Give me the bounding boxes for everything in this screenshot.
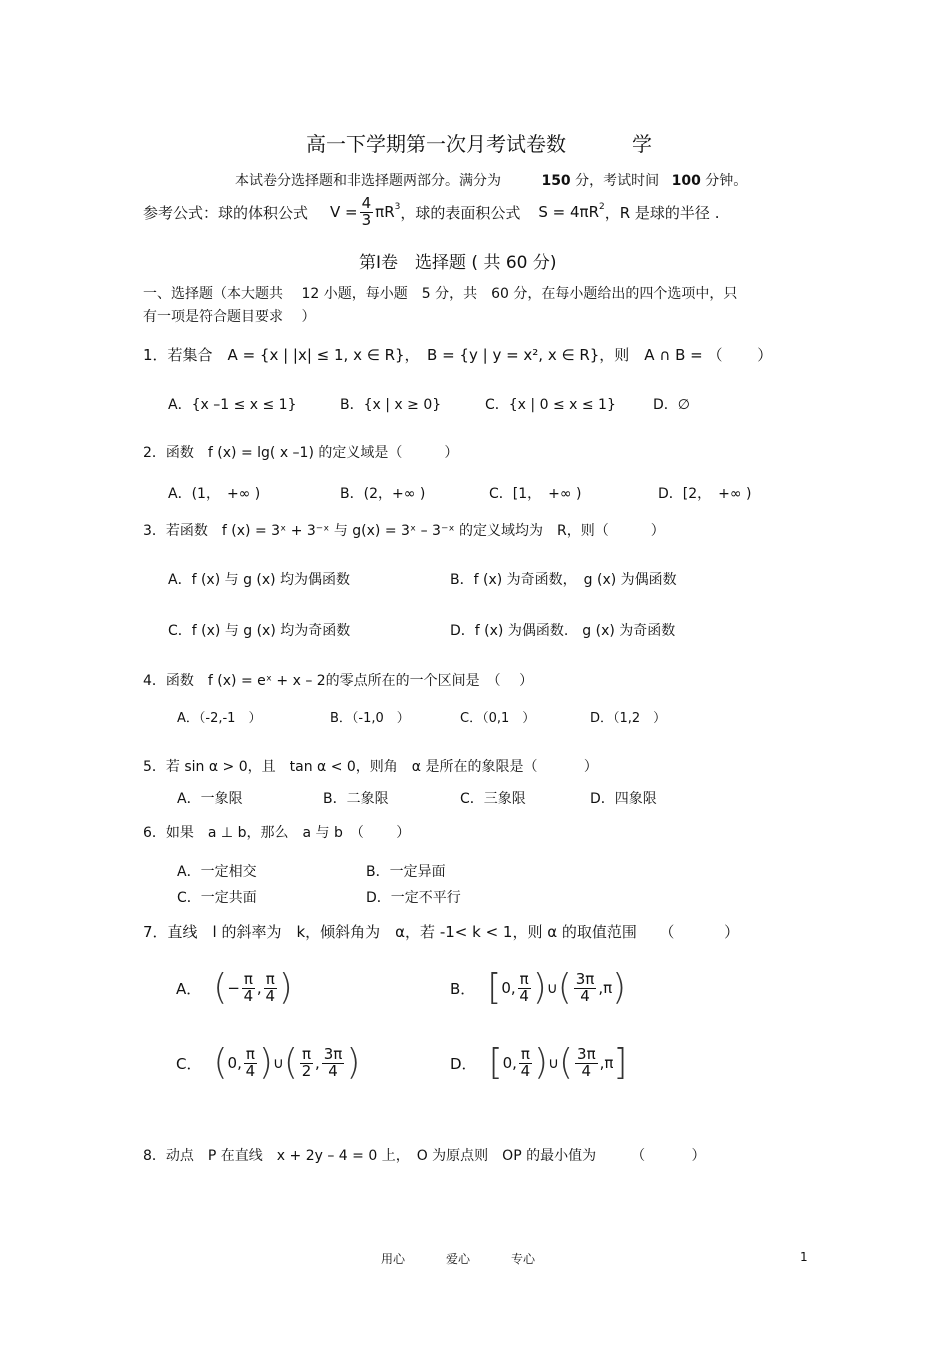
question-2-stem: 2．函数 f (x) = lg( x –1) 的定义域是（ ） bbox=[143, 445, 459, 461]
volume-fraction: $\frac{4}{3}$ bbox=[361, 194, 372, 229]
page-number: 1 bbox=[800, 1250, 808, 1264]
footer-slogan-1: 用心 bbox=[381, 1252, 406, 1266]
question-8-stem: 8．动点 P 在直线 x + 2y – 4 = 0 上， O 为原点则 OP 的最小值为 （ ） bbox=[143, 1148, 706, 1164]
question-1-option-b: B．{x | x ≥ 0} bbox=[340, 397, 442, 413]
section-title: 第Ⅰ卷 选择题 ( 共 60 分) bbox=[359, 253, 557, 273]
exam-title: 高一下学期第一次月考试卷数 bbox=[306, 132, 566, 156]
footer-slogan-2: 爱心 bbox=[446, 1252, 471, 1266]
question-1-option-d: D．∅ bbox=[653, 397, 690, 413]
question-6-option-c: C．一定共面 bbox=[177, 890, 257, 906]
question-5-option-a: A．一象限 bbox=[177, 791, 243, 807]
question-6-option-a: A．一定相交 bbox=[177, 864, 257, 880]
question-7-option-a: A． ( − $\frac{\pi}{4}$ , $\frac{\pi}{4}$ ) bbox=[176, 967, 293, 1008]
question-7-option-b: B． [ 0, $\frac{\pi}{4}$ ) ∪ ( $\frac{3\pi}{4}$ ,π ) bbox=[450, 967, 627, 1008]
question-4-option-c: C．（0,1 ） bbox=[460, 711, 536, 726]
question-1-stem: 1．若集合 A = {x | |x| ≤ 1, x ∈ R}， B = {y | y = x², x ∈ R}，则 A ∩ B = （ ） bbox=[143, 346, 773, 364]
question-2-option-a: A．(1， +∞ ) bbox=[168, 486, 261, 502]
question-2-option-c: C．[1， +∞ ) bbox=[489, 486, 582, 502]
question-5-option-b: B．二象限 bbox=[323, 791, 389, 807]
question-4-option-a: A．（-2,-1 ） bbox=[177, 711, 262, 726]
question-1-option-a: A．{x –1 ≤ x ≤ 1} bbox=[168, 397, 297, 413]
question-6-option-b: B．一定异面 bbox=[366, 864, 446, 880]
question-5-stem: 5．若 sin α > 0，且 tan α < 0，则角 α 是所在的象限是（ ） bbox=[143, 759, 598, 775]
section-instructions-line2: 有一项是符合题目要求 ） bbox=[143, 309, 316, 325]
question-3-option-c: C．f (x) 与 g (x) 均为奇函数 bbox=[168, 623, 351, 639]
question-4-option-d: D．（1,2 ） bbox=[590, 711, 667, 726]
question-1-option-c: C．{x | 0 ≤ x ≤ 1} bbox=[485, 397, 616, 413]
question-7-stem: 7．直线 l 的斜率为 k，倾斜角为 α，若 -1< k < 1，则 α 的取值范围 （ ） bbox=[143, 923, 740, 941]
question-5-option-c: C．三象限 bbox=[460, 791, 526, 807]
question-7-option-d: D． [ 0, $\frac{\pi}{4}$ ) ∪ ( $\frac{3\pi}{4}$ ,π ] bbox=[450, 1042, 628, 1083]
exam-title-suffix: 学 bbox=[632, 132, 652, 156]
section-instructions-line1: 一、选择题（本大题共 12 小题，每小题 5 分，共 60 分，在每小题给出的四个选项中，只 bbox=[143, 286, 738, 302]
question-3-option-a: A．f (x) 与 g (x) 均为偶函数 bbox=[168, 572, 351, 588]
question-2-option-b: B．(2，+∞ ) bbox=[340, 486, 426, 502]
question-3-option-d: D．f (x) 为偶函数. g (x) 为奇函数 bbox=[450, 623, 676, 639]
question-6-stem: 6．如果 a ⊥ b，那么 a 与 b （ ） bbox=[143, 825, 411, 841]
question-4-stem: 4．函数 f (x) = eˣ + x – 2的零点所在的一个区间是 （ ） bbox=[143, 673, 534, 689]
question-5-option-d: D．四象限 bbox=[590, 791, 657, 807]
question-7-option-c: C． ( 0, $\frac{\pi}{4}$ ) ∪ ( $\frac{\pi}{2}$ , $\frac{3\pi}{4}$ ) bbox=[176, 1042, 361, 1083]
question-3-option-b: B．f (x) 为奇函数， g (x) 为偶函数 bbox=[450, 572, 677, 588]
footer-slogan-3: 专心 bbox=[511, 1252, 536, 1266]
reference-formula: 参考公式：球的体积公式 V = $\frac{4}{3}$ πR $^3$ ，球的表面积公式 S = 4πR $^2$ ，R 是球的半径 . bbox=[143, 194, 720, 229]
exam-intro: 本试卷分选择题和非选择题两部分。满分为 150 分，考试时间 100 分钟。 bbox=[235, 173, 748, 189]
question-4-option-b: B．（-1,0 ） bbox=[330, 711, 410, 726]
question-2-option-d: D．[2， +∞ ) bbox=[658, 486, 752, 502]
question-6-option-d: D．一定不平行 bbox=[366, 890, 461, 906]
question-3-stem: 3．若函数 f (x) = 3ˣ + 3⁻ˣ 与 g(x) = 3ˣ – 3⁻ˣ 的定义域均为 R，则（ ） bbox=[143, 523, 665, 539]
